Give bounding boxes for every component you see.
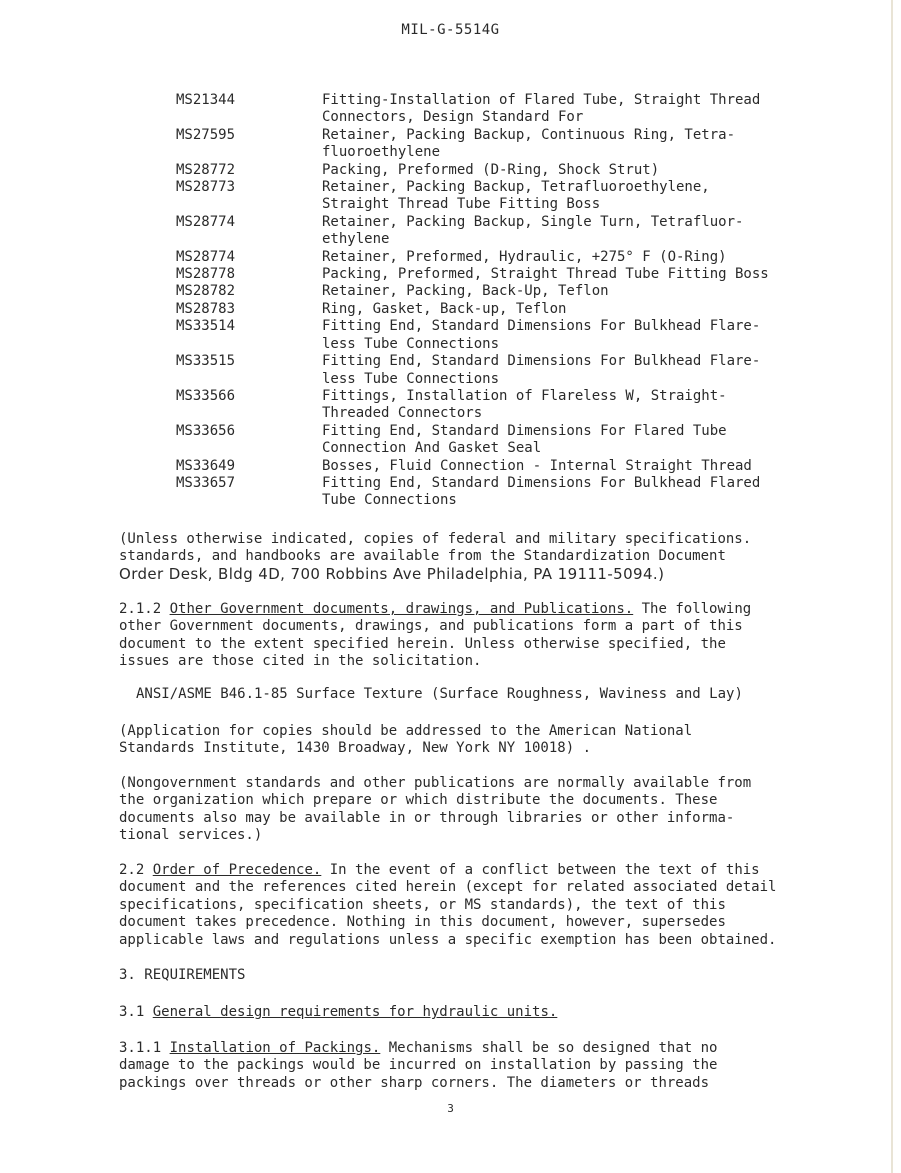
reference-description-line: Ring, Gasket, Back-up, Teflon [322, 300, 567, 317]
note-line: Standards Institute, 1430 Broadway, New York NY 10018) . [119, 740, 592, 757]
reference-code: MS28772 [176, 161, 236, 178]
note-line: tional services.) [119, 827, 263, 844]
reference-row [176, 162, 796, 179]
reference-description-line: less Tube Connections [322, 370, 500, 387]
reference-description [322, 318, 796, 353]
section-number: 3.1.1 [119, 1040, 162, 1056]
reference-description-line: less Tube Connections [322, 335, 500, 352]
note-federal-specs [119, 531, 791, 583]
reference-description [322, 458, 796, 475]
section-text: In the event of a conflict between the text of this [329, 862, 760, 878]
reference-code: MS33657 [176, 474, 236, 491]
page-number: 3 [447, 1102, 454, 1115]
reference-description-line: Tube Connections [322, 492, 457, 509]
page-edge-shadow [891, 0, 893, 1173]
reference-description-line: Retainer, Preformed, Hydraulic, +275° F (O-Ring) [322, 248, 727, 265]
ansi-reference [136, 686, 808, 703]
reference-description-line: Connectors, Design Standard For [322, 109, 584, 126]
note-line: (Application for copies should be addressed to the American National [119, 723, 693, 739]
section-text: damage to the packings would be incurred on installation by passing the [119, 1057, 718, 1074]
reference-row [176, 283, 796, 300]
reference-description-line: Connection And Gasket Seal [322, 440, 542, 457]
reference-description-line: Bosses, Fluid Connection - Internal Straight Thread [322, 457, 752, 474]
section-number: 2.2 [119, 862, 145, 878]
reference-description [322, 353, 796, 388]
reference-row [176, 458, 796, 475]
reference-code: MS33515 [176, 353, 236, 370]
section-text: applicable laws and regulations unless a specific exemption has been obtained. [119, 931, 777, 948]
reference-code: MS28778 [176, 266, 236, 283]
reference-row [176, 249, 796, 266]
reference-description [322, 214, 796, 249]
reference-list [176, 92, 796, 510]
reference-row [176, 92, 796, 127]
reference-code: MS21344 [176, 92, 236, 108]
note-line: (Nongovernment standards and other publications are normally available from [119, 775, 752, 791]
note-line: the organization which prepare or which distribute the documents. These [119, 792, 718, 809]
section-title: Order of Precedence. [152, 862, 322, 878]
reference-description [322, 475, 796, 510]
reference-code: MS33656 [176, 422, 236, 439]
note-line: Order Desk, Bldg 4D, 700 Robbins Ave Philadelphia, PA 19111-5094.) [119, 564, 665, 583]
reference-row [176, 127, 796, 162]
reference-row [176, 318, 796, 353]
reference-description-line: Fitting-Installation of Flared Tube, Straight Thread [322, 92, 761, 108]
reference-row [176, 179, 796, 214]
reference-description [322, 162, 796, 179]
reference-description-line: Retainer, Packing Backup, Continuous Ring, Tetra- [322, 126, 736, 143]
section-number: 2.1.2 [119, 601, 162, 617]
ansi-code: ANSI/ASME B46.1-85 [136, 686, 288, 702]
reference-description [322, 249, 796, 266]
ansi-title: Surface Texture (Surface Roughness, Waviness and Lay) [296, 686, 743, 702]
reference-description-line: Fitting End, Standard Dimensions For Bulkhead Flare- [322, 318, 761, 335]
section-text: other Government documents, drawings, and publications form a part of this [119, 618, 743, 635]
reference-row [176, 475, 796, 510]
section-text: The following [641, 601, 752, 617]
reference-description-line: Packing, Preformed, Straight Thread Tube Fitting Boss [322, 266, 769, 283]
reference-description [322, 179, 796, 214]
section-number: 3.1 [119, 1004, 145, 1020]
section-text: document to the extent specified herein. Unless otherwise specified, the [119, 635, 726, 652]
section-text: issues are those cited in the solicitation. [119, 653, 482, 670]
reference-code: MS28774 [176, 213, 236, 230]
section-2-1-2 [119, 601, 791, 671]
section-text: document and the references cited herein (except for related associated detail [119, 879, 777, 896]
reference-description-line: Threaded Connectors [322, 405, 483, 422]
note-line: documents also may be available in or through libraries or other informa- [119, 809, 735, 826]
note-line: standards, and handbooks are available from the Standardization Document [119, 548, 726, 565]
reference-description [322, 127, 796, 162]
section-text: Mechanisms shall be so designed that no [388, 1040, 718, 1056]
reference-description-line: Retainer, Packing Backup, Tetrafluoroethylene, [322, 179, 710, 196]
reference-row [176, 423, 796, 458]
reference-description-line: Packing, Preformed (D-Ring, Shock Strut) [322, 161, 660, 178]
section-title: General design requirements for hydraulic units. [152, 1004, 558, 1020]
reference-description-line: fluoroethylene [322, 144, 441, 161]
reference-code: MS33649 [176, 457, 236, 474]
reference-description-line: Retainer, Packing Backup, Single Turn, Tetrafluor- [322, 213, 744, 230]
reference-description-line: Fitting End, Standard Dimensions For Bulkhead Flared [322, 474, 761, 491]
reference-row [176, 353, 796, 388]
reference-code: MS33514 [176, 318, 236, 335]
section-text: document takes precedence. Nothing in this document, however, supersedes [119, 914, 726, 931]
section-3-1 [119, 1004, 791, 1021]
note-line: (Unless otherwise indicated, copies of federal and military specifications. [119, 531, 752, 547]
section-title: Installation of Packings. [169, 1040, 381, 1056]
reference-description [322, 283, 796, 300]
section-2-2 [119, 862, 791, 949]
reference-description-line: ethylene [322, 231, 390, 248]
note-ansi-copies [119, 723, 791, 758]
reference-description [322, 92, 796, 127]
reference-row [176, 214, 796, 249]
reference-description-line: Fitting End, Standard Dimensions For Flared Tube [322, 422, 727, 439]
reference-code: MS28773 [176, 179, 236, 196]
section-3-heading: 3. REQUIREMENTS [119, 967, 246, 983]
reference-description-line: Fitting End, Standard Dimensions For Bulkhead Flare- [322, 353, 761, 370]
section-title: Other Government documents, drawings, and Publications. [169, 601, 634, 617]
reference-code: MS33566 [176, 387, 236, 404]
reference-code: MS28782 [176, 283, 236, 300]
reference-description-line: Fittings, Installation of Flareless W, Straight- [322, 387, 727, 404]
reference-row [176, 301, 796, 318]
reference-code: MS28774 [176, 248, 236, 265]
reference-description-line: Retainer, Packing, Back-Up, Teflon [322, 283, 609, 300]
reference-description [322, 388, 796, 423]
reference-row [176, 266, 796, 283]
section-3-1-1 [119, 1040, 791, 1092]
reference-description-line: Straight Thread Tube Fitting Boss [322, 196, 601, 213]
reference-code: MS28783 [176, 300, 236, 317]
reference-code: MS27595 [176, 126, 236, 143]
reference-row [176, 388, 796, 423]
reference-description [322, 423, 796, 458]
reference-description [322, 266, 796, 283]
document-id-header: MIL-G-5514G [401, 22, 500, 38]
note-nongovernment [119, 775, 791, 845]
section-text: packings over threads or other sharp corners. The diameters or threads [119, 1074, 710, 1091]
reference-description [322, 301, 796, 318]
section-text: specifications, specification sheets, or MS standards), the text of this [119, 896, 726, 913]
